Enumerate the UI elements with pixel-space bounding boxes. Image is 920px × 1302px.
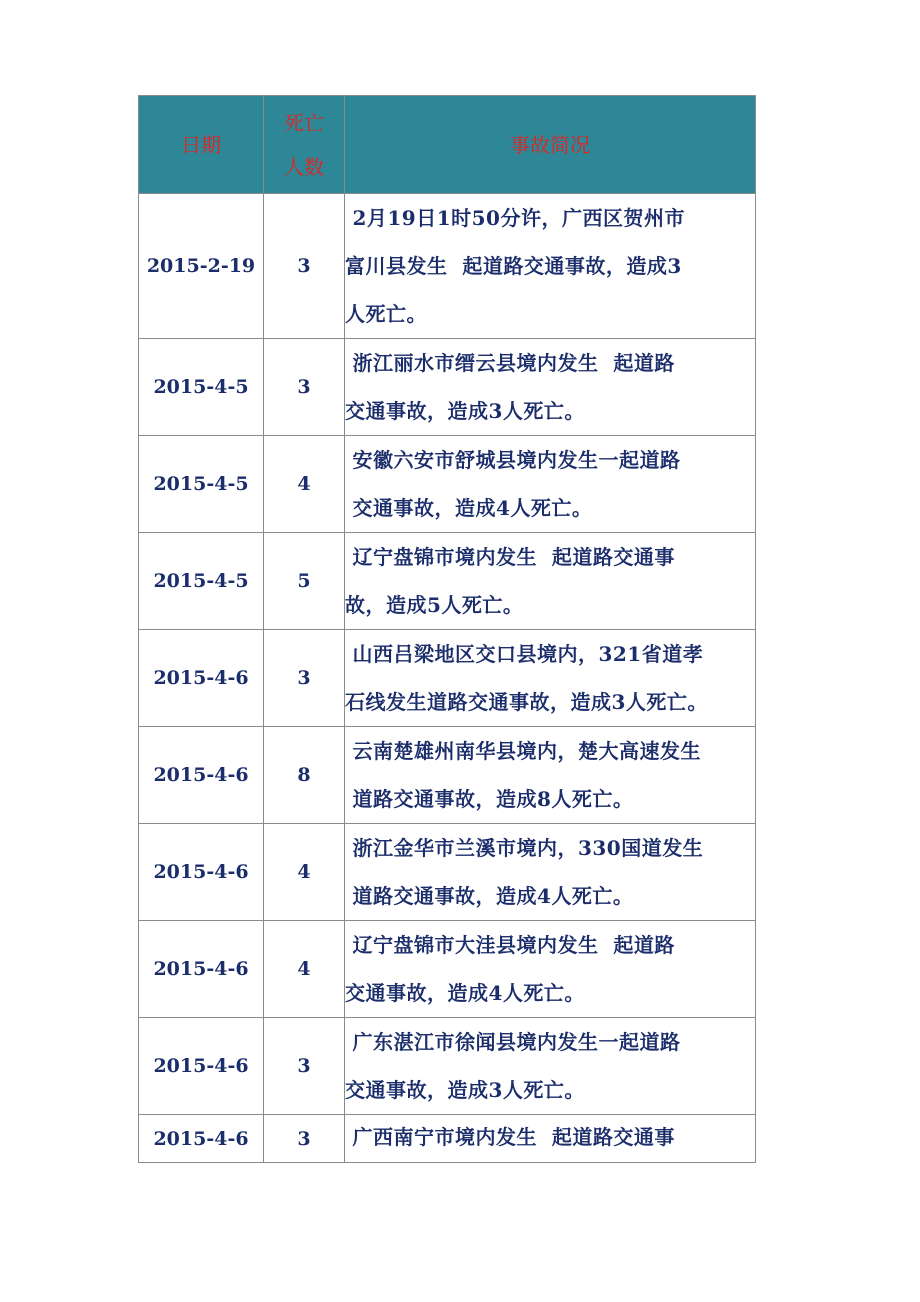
table-row	[139, 533, 756, 630]
description-line-1: 广西南宁市境内发生 起道路交通事	[345, 1125, 675, 1149]
cell-description	[345, 824, 756, 921]
cell-deaths: 3	[264, 1018, 345, 1115]
table-row	[139, 921, 756, 1018]
cell-deaths: 3	[264, 194, 345, 339]
cell-date: 2015-4-6	[139, 1018, 264, 1115]
table-row	[139, 1018, 756, 1115]
cell-description	[345, 1018, 756, 1115]
table-row	[139, 194, 756, 339]
description-line-1: 2月19日1时50分许，广西区贺州市	[345, 206, 685, 230]
description-line-2: 交通事故，造成3人死亡。	[345, 1078, 585, 1102]
description-line-1: 辽宁盘锦市大洼县境内发生 起道路	[345, 933, 675, 957]
cell-description	[345, 339, 756, 436]
description-line-1: 广东湛江市徐闻县境内发生一起道路	[345, 1030, 681, 1054]
cell-date: 2015-4-6	[139, 630, 264, 727]
header-row	[139, 96, 756, 194]
description-line-2: 交通事故，造成4人死亡。	[345, 981, 585, 1005]
table-row	[139, 824, 756, 921]
cell-deaths: 3	[264, 630, 345, 727]
cell-date: 2015-4-6	[139, 921, 264, 1018]
description-line-2: 道路交通事故，造成4人死亡。	[345, 884, 634, 908]
table-row	[139, 1115, 756, 1163]
description-line-2: 交通事故，造成3人死亡。	[345, 399, 585, 423]
cell-deaths: 5	[264, 533, 345, 630]
cell-deaths: 8	[264, 727, 345, 824]
cell-description	[345, 194, 756, 339]
description-line-1: 山西吕梁地区交口县境内，321省道孝	[345, 642, 704, 666]
description-line-2: 道路交通事故，造成8人死亡。	[345, 787, 634, 811]
description-line-1: 辽宁盘锦市境内发生 起道路交通事	[345, 545, 675, 569]
cell-description	[345, 1115, 756, 1163]
description-line-2: 故，造成5人死亡。	[345, 593, 524, 617]
header-description: 事故简况	[345, 96, 756, 194]
cell-deaths: 4	[264, 824, 345, 921]
header-date: 日期	[139, 96, 264, 194]
cell-date: 2015-2-19	[139, 194, 264, 339]
cell-deaths: 3	[264, 1115, 345, 1163]
cell-description	[345, 630, 756, 727]
cell-date: 2015-4-5	[139, 533, 264, 630]
table-row	[139, 630, 756, 727]
description-line-2: 交通事故，造成4人死亡。	[345, 496, 593, 520]
cell-date: 2015-4-6	[139, 824, 264, 921]
header-deaths-line2: 人数	[284, 154, 324, 179]
cell-deaths: 3	[264, 339, 345, 436]
cell-description	[345, 921, 756, 1018]
cell-date: 2015-4-5	[139, 436, 264, 533]
cell-description	[345, 727, 756, 824]
cell-description	[345, 436, 756, 533]
table-row	[139, 727, 756, 824]
table-row	[139, 436, 756, 533]
cell-date: 2015-4-5	[139, 339, 264, 436]
header-deaths	[264, 96, 345, 194]
description-line-1: 安徽六安市舒城县境内发生一起道路	[345, 448, 681, 472]
cell-date: 2015-4-6	[139, 727, 264, 824]
description-line-1: 浙江丽水市缙云县境内发生 起道路	[345, 351, 675, 375]
cell-deaths: 4	[264, 436, 345, 533]
description-line-2: 富川县发生 起道路交通事故，造成3	[345, 254, 682, 278]
description-line-3: 人死亡。	[345, 302, 427, 326]
description-line-1: 云南楚雄州南华县境内，楚大高速发生	[345, 739, 701, 763]
header-deaths-line1: 死亡	[284, 110, 324, 135]
description-line-1: 浙江金华市兰溪市境内，330国道发生	[345, 836, 704, 860]
table-row	[139, 339, 756, 436]
cell-deaths: 4	[264, 921, 345, 1018]
cell-date: 2015-4-6	[139, 1115, 264, 1163]
cell-description	[345, 533, 756, 630]
description-line-2: 石线发生道路交通事故，造成3人死亡。	[345, 690, 708, 714]
accident-table	[138, 95, 756, 1163]
